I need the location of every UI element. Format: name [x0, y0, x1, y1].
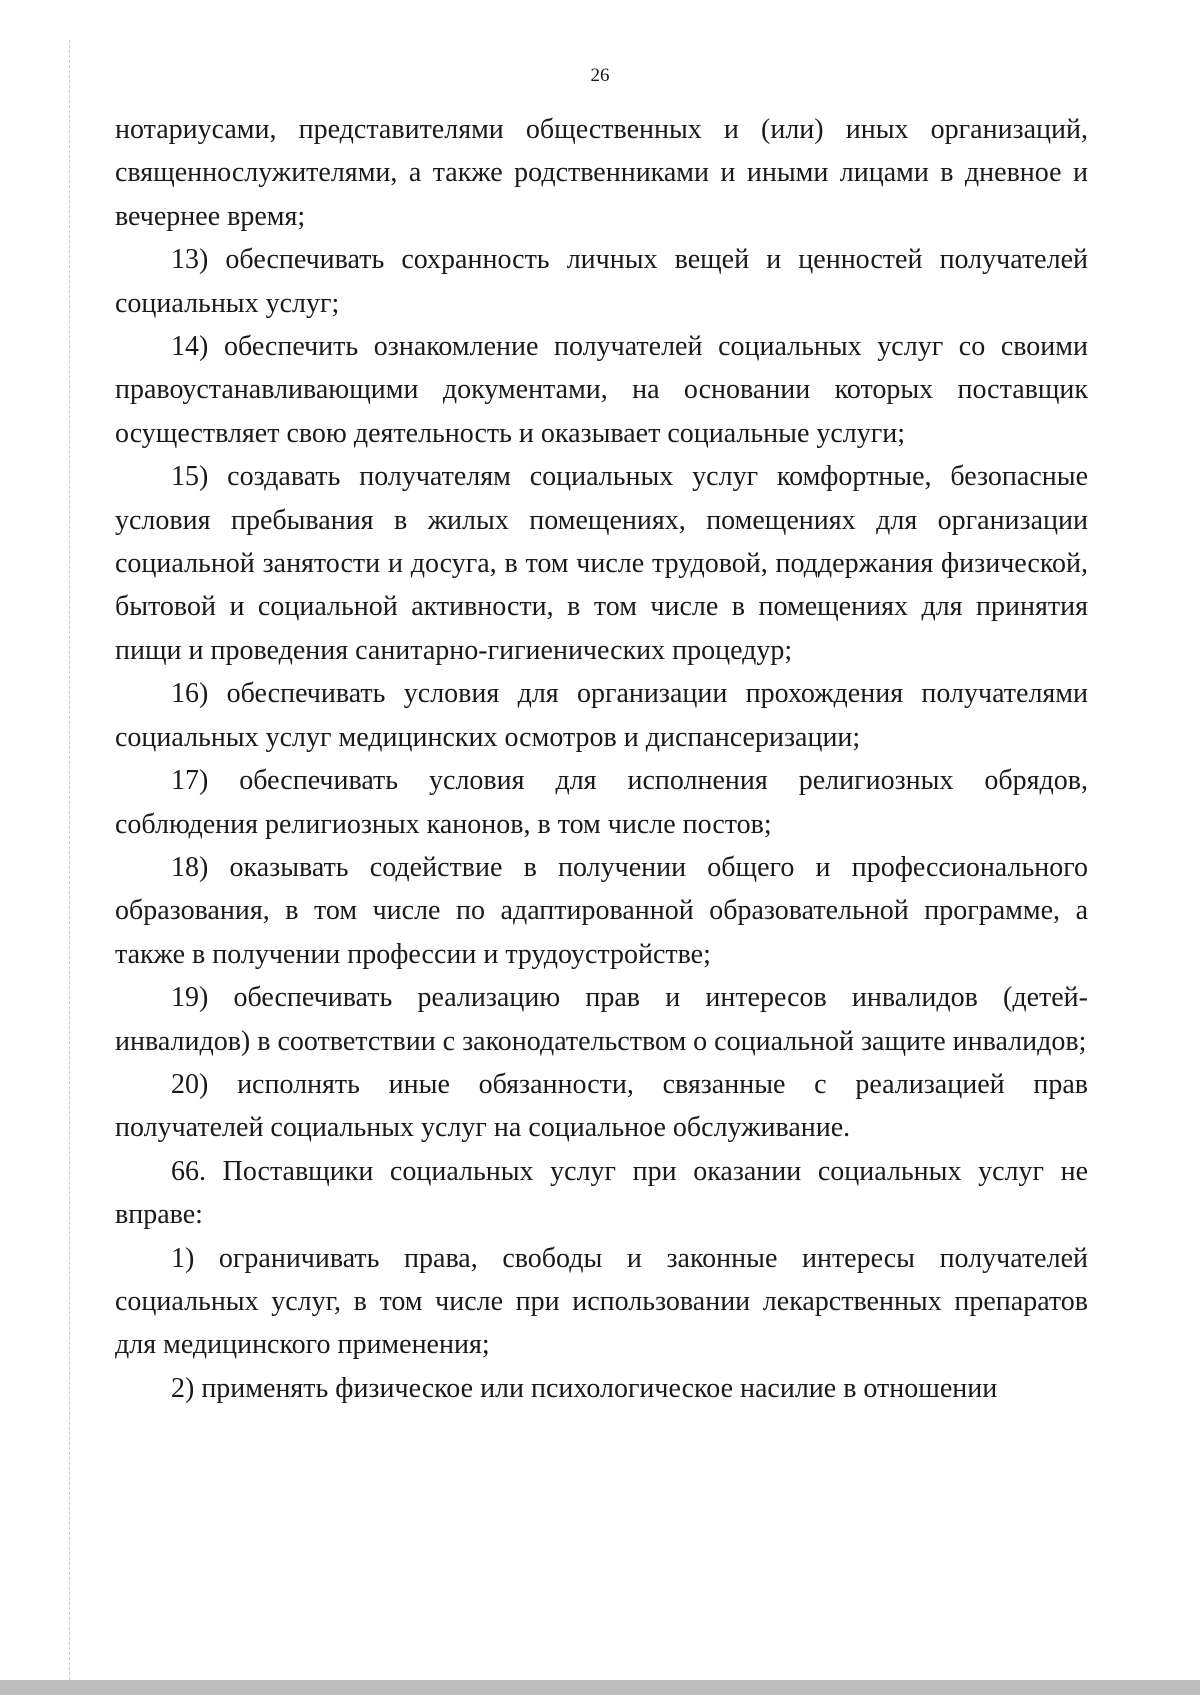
paragraph-item-17: 17) обеспечивать условия для исполнения религиозных обрядов, соблюдения религиозных канонов, в том числе постов;	[115, 765, 1088, 840]
paragraph-section-66: 66. Поставщики социальных услуг при оказании социальных услуг не вправе:	[115, 1155, 1088, 1231]
paragraph-subitem-1: 1) ограничивать права, свободы и законные интересы получателей социальных услуг, в том числе при использовании лекарственных препаратов для медицинского применения;	[115, 1242, 1088, 1361]
scan-margin-line	[69, 40, 70, 1680]
paragraph-subitem-2: 2) применять физическое или психологическое насилие в отношении	[171, 1372, 998, 1404]
page-number: 26	[590, 65, 610, 86]
paragraph-item-19: 19) обеспечивать реализацию прав и интересов инвалидов (детей-инвалидов) в соответствии с законодательством о социальной защите инвалидов;	[115, 982, 1088, 1057]
paragraph-item-15: 15) создавать получателям социальных услуг комфортные, безопасные условия пребывания в жилых помещениях, помещениях для организации социальной занятости и досуга, в том числе трудовой, поддержания физической, бытовой и социальной активности, в том числе в помещениях для принятия пищи и проведения санитарно-гигиенических процедур;	[115, 461, 1088, 666]
document-body	[115, 108, 1088, 1410]
paragraph-item-18: 18) оказывать содействие в получении общего и профессионального образования, в том числе по адаптированной образовательной программе, а также в получении профессии и трудоустройстве;	[115, 851, 1088, 970]
paragraph-continuation: нотариусами, представителями общественных и (или) иных организаций, священнослужителями, а также родственниками и иными лицами в дневное и вечернее время;	[115, 114, 1088, 232]
paragraph-item-20: 20) исполнять иные обязанности, связанные с реализацией прав получателей социальных услуг на социальное обслуживание.	[115, 1068, 1088, 1144]
scan-bottom-edge	[0, 1680, 1200, 1695]
paragraph-item-13: 13) обеспечивать сохранность личных вещей и ценностей получателей социальных услуг;	[115, 244, 1088, 319]
paragraph-item-14: 14) обеспечить ознакомление получателей социальных услуг со своими правоустанавливающими документами, на основании которых поставщик осуществляет свою деятельность и оказывает социальные услуги;	[115, 331, 1088, 449]
paragraph-item-16: 16) обеспечивать условия для организации прохождения получателями социальных услуг медицинских осмотров и диспансеризации;	[115, 678, 1088, 753]
